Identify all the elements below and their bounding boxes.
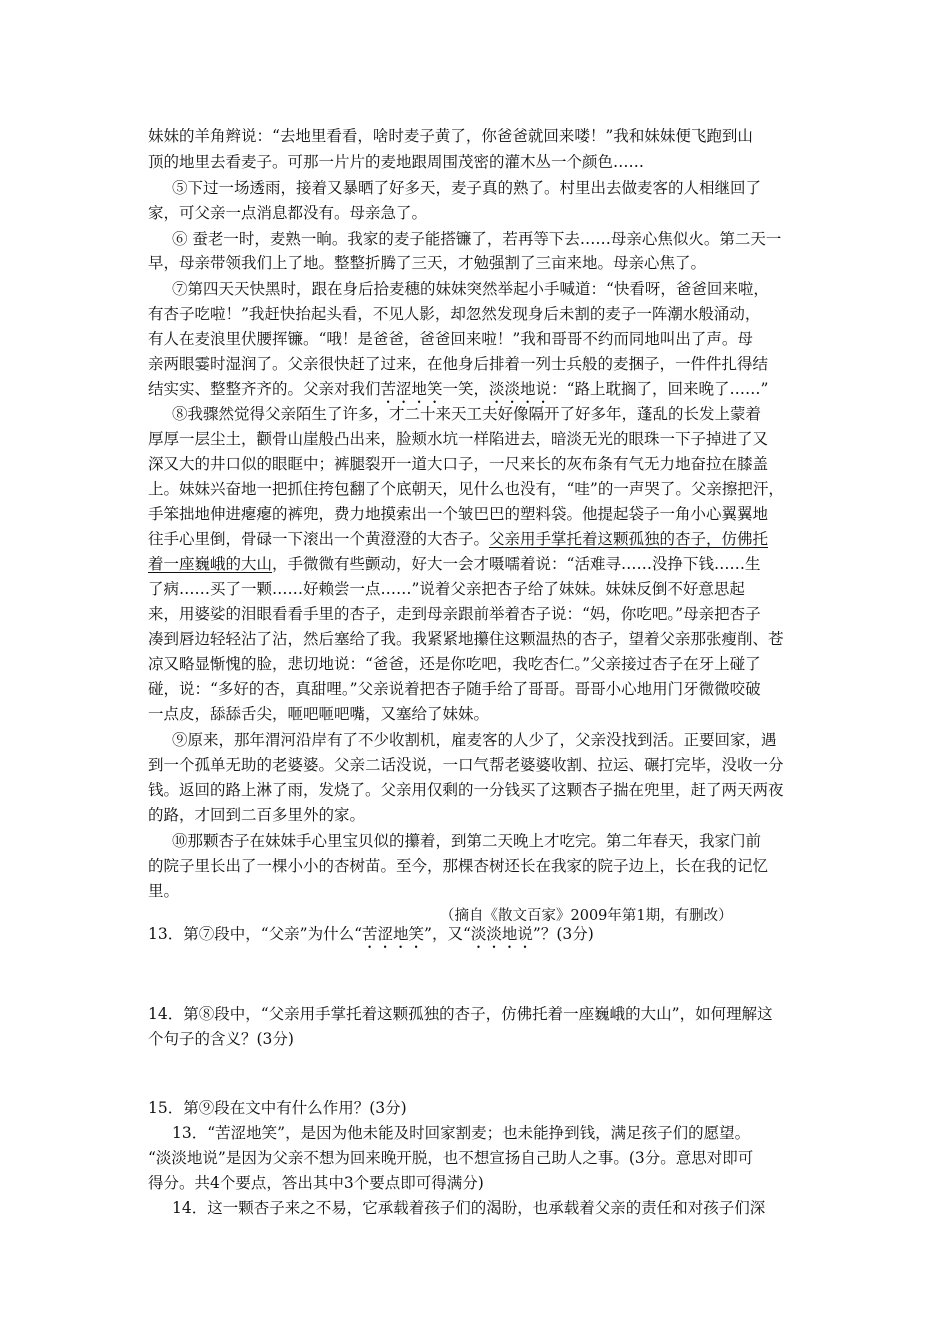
question-14-line: 个句子的含义？(3分)	[148, 1030, 294, 1048]
source-citation: （摘自《散文百家》2009年第1期，有删改）	[440, 908, 733, 924]
answer-13-line: 13．“苦涩地笑”，是因为他未能及时回家割麦；也未能挣到钱，满足孩子们的愿望。	[172, 1124, 751, 1142]
paragraph-line: 妹妹的羊角辫说：“去地里看看，啥时麦子黄了，你爸爸就回来喽！”我和妹妹便飞跑到山	[148, 127, 753, 145]
paragraph-9-line: 钱。返回的路上淋了雨，发烧了。父亲用仅剩的一分钱买了这颗杏子揣在兜里，赶了两天两夜	[148, 781, 784, 799]
text: 结实实、整整齐齐的。父亲对我们	[148, 380, 381, 398]
underlined-sentence: 着一座巍峨的大山	[148, 555, 273, 573]
answer-14-line: 14．这一颗杏子来之不易，它承载着孩子们的渴盼，也承载着父亲的责任和对孩子们深	[172, 1199, 766, 1217]
question-13	[148, 924, 828, 952]
paragraph-8-line: 凑到唇边轻轻沾了沾，然后塞给了我。我紧紧地攥住这颗温热的杏子，望着父亲那张瘦削、苍	[148, 630, 784, 648]
emphasis-text: 苦涩地笑	[380, 380, 443, 398]
paragraph-8-line: 一点皮，舔舔舌尖，咂吧咂吧嘴，又塞给了妹妹。	[148, 705, 490, 723]
paragraph-6-line: ⑥ 蚕老一时，麦熟一晌。我家的麦子能搭镰了，若再等下去……母亲心焦似火。第二天一	[172, 230, 782, 248]
paragraph-8-line: 凉又略显惭愧的脸，悲切地说：“爸爸，还是你吃吧，我吃杏仁。”父亲接过杏子在牙上碰了	[148, 655, 761, 673]
paragraph-10-line: 的院子里长出了一棵小小的杏树苗。至今，那棵杏树还长在我家的院子边上，长在我的记忆	[148, 857, 769, 875]
paragraph-10-line: ⑩那颗杏子在妹妹手心里宝贝似的攥着，到第二天晚上才吃完。第二年春天，我家门前	[172, 832, 762, 850]
paragraph-7-line	[148, 379, 828, 407]
paragraph-7-line: 亲两眼霎时湿润了。父亲很快赶了过来，在他身后排着一列士兵般的麦捆子，一件件扎得结	[148, 355, 769, 373]
paragraph-8-line: 厚厚一层尘土，颧骨山崖般凸出来，脸颊水坑一样陷进去，暗淡无光的眼珠一下子掉进了又	[148, 430, 769, 448]
paragraph-9-line: ⑨原来，那年渭河沿岸有了不少收割机，雇麦客的人少了，父亲没找到活。正要回家，遇	[172, 731, 777, 749]
paragraph-8-line: ⑧我骤然觉得父亲陌生了许多，才二十来天工夫好像隔开了好多年，蓬乱的长发上蒙着	[172, 405, 762, 423]
paragraph-10-line: 里。	[148, 882, 180, 900]
paragraph-5-line: 家，可父亲一点消息都没有。母亲急了。	[148, 204, 428, 222]
paragraph-5-line: ⑤下过一场透雨，接着又暴晒了好多天，麦子真的熟了。村里出去做麦客的人相继回了	[172, 179, 762, 197]
text: ”？(3分)	[532, 925, 594, 943]
paragraph-9-line: 到一个孤单无助的老婆婆。父亲二话没说，一口气帮老婆婆收割、拉运、碾打完毕，没收一分	[148, 756, 784, 774]
paragraph-8-line	[148, 554, 828, 574]
text: 13．第⑦段中，“父亲”为什么“	[148, 925, 362, 943]
paragraph-line: 顶的地里去看麦子。可那一片片的麦地跟周围茂密的灌木丛一个颜色……	[148, 153, 645, 171]
answer-13-line: 得分。共4个要点，答出其中3个要点即可得满分)	[148, 1174, 484, 1192]
paragraph-8-line	[148, 529, 828, 549]
emphasis-text: 淡淡地说	[489, 380, 552, 398]
emphasis-text: 苦涩地笑	[362, 925, 425, 943]
text: 往手心里倒，骨碌一下滚出一个黄澄澄的大杏子。	[148, 530, 490, 548]
text: 一笑，	[442, 380, 490, 398]
paragraph-6-line: 早，母亲带领我们上了地。整整折腾了三天，才勉强割了三亩来地。母亲心焦了。	[148, 254, 707, 272]
paragraph-8-line: 来，用婆娑的泪眼看看手里的杏子，走到母亲跟前举着杏子说：“妈，你吃吧。”母亲把杏子	[148, 605, 761, 623]
paragraph-7-line: 有杏子吃啦！”我赶快抬起头看，不见人影，却忽然发现身后未割的麦子一阵潮水般涌动，	[148, 305, 761, 323]
paragraph-8-line: 了病……买了一颗……好赖尝一点……”说着父亲把杏子给了妹妹。妹妹反倒不好意思起	[148, 580, 745, 598]
paragraph-7-line: 有人在麦浪里伏腰挥镰。“哦！是爸爸，爸爸回来啦！”我和哥哥不约而同地叫出了声。母	[148, 330, 753, 348]
answer-13-line: “淡淡地说”是因为父亲不想为回来晚开脱，也不想宣扬自己助人之事。(3分。意思对即可	[148, 1149, 754, 1167]
question-15: 15．第⑨段在文中有什么作用？(3分)	[148, 1099, 407, 1117]
text: ”，又“	[424, 925, 471, 943]
emphasis-text: 淡淡地说	[470, 925, 533, 943]
text: ，手微微有些颤动，好大一会才嗫嚅着说：“活难寻……没挣下钱……生	[272, 555, 761, 573]
paragraph-9-line: 的路，才回到二百多里外的家。	[148, 806, 366, 824]
paragraph-8-line: 碰，说：“多好的杏，真甜哩。”父亲说着把杏子随手给了哥哥。哥哥小心地用门牙微微咬破	[148, 680, 761, 698]
paragraph-7-line: ⑦第四天天快黑时，跟在身后拾麦穗的妹妹突然举起小手喊道：“快看呀，爸爸回来啦，	[172, 280, 769, 298]
underlined-sentence: 父亲用手掌托着这颗孤独的杏子，仿佛托	[489, 530, 769, 548]
paragraph-8-line: 深又大的井口似的眼眶中；裤腿裂开一道大口子，一尺来长的灰布条有气无力地奋拉在膝盖	[148, 455, 769, 473]
question-14-line: 14．第⑧段中，“父亲用手掌托着这颗孤独的杏子，仿佛托着一座巍峨的大山”，如何理解这	[148, 1005, 773, 1023]
paragraph-8-line: 手笨拙地伸进瘪瘪的裤兜，费力地摸索出一个皱巴巴的塑料袋。他提起袋子一角小心翼翼地	[148, 505, 769, 523]
text: ：“路上耽搁了，回来晚了……”	[551, 380, 769, 398]
paragraph-8-line: 上。妹妹兴奋地一把抓住挎包翻了个底朝天，见什么也没有，“哇”的一声哭了。父亲擦把汗，	[148, 480, 784, 498]
